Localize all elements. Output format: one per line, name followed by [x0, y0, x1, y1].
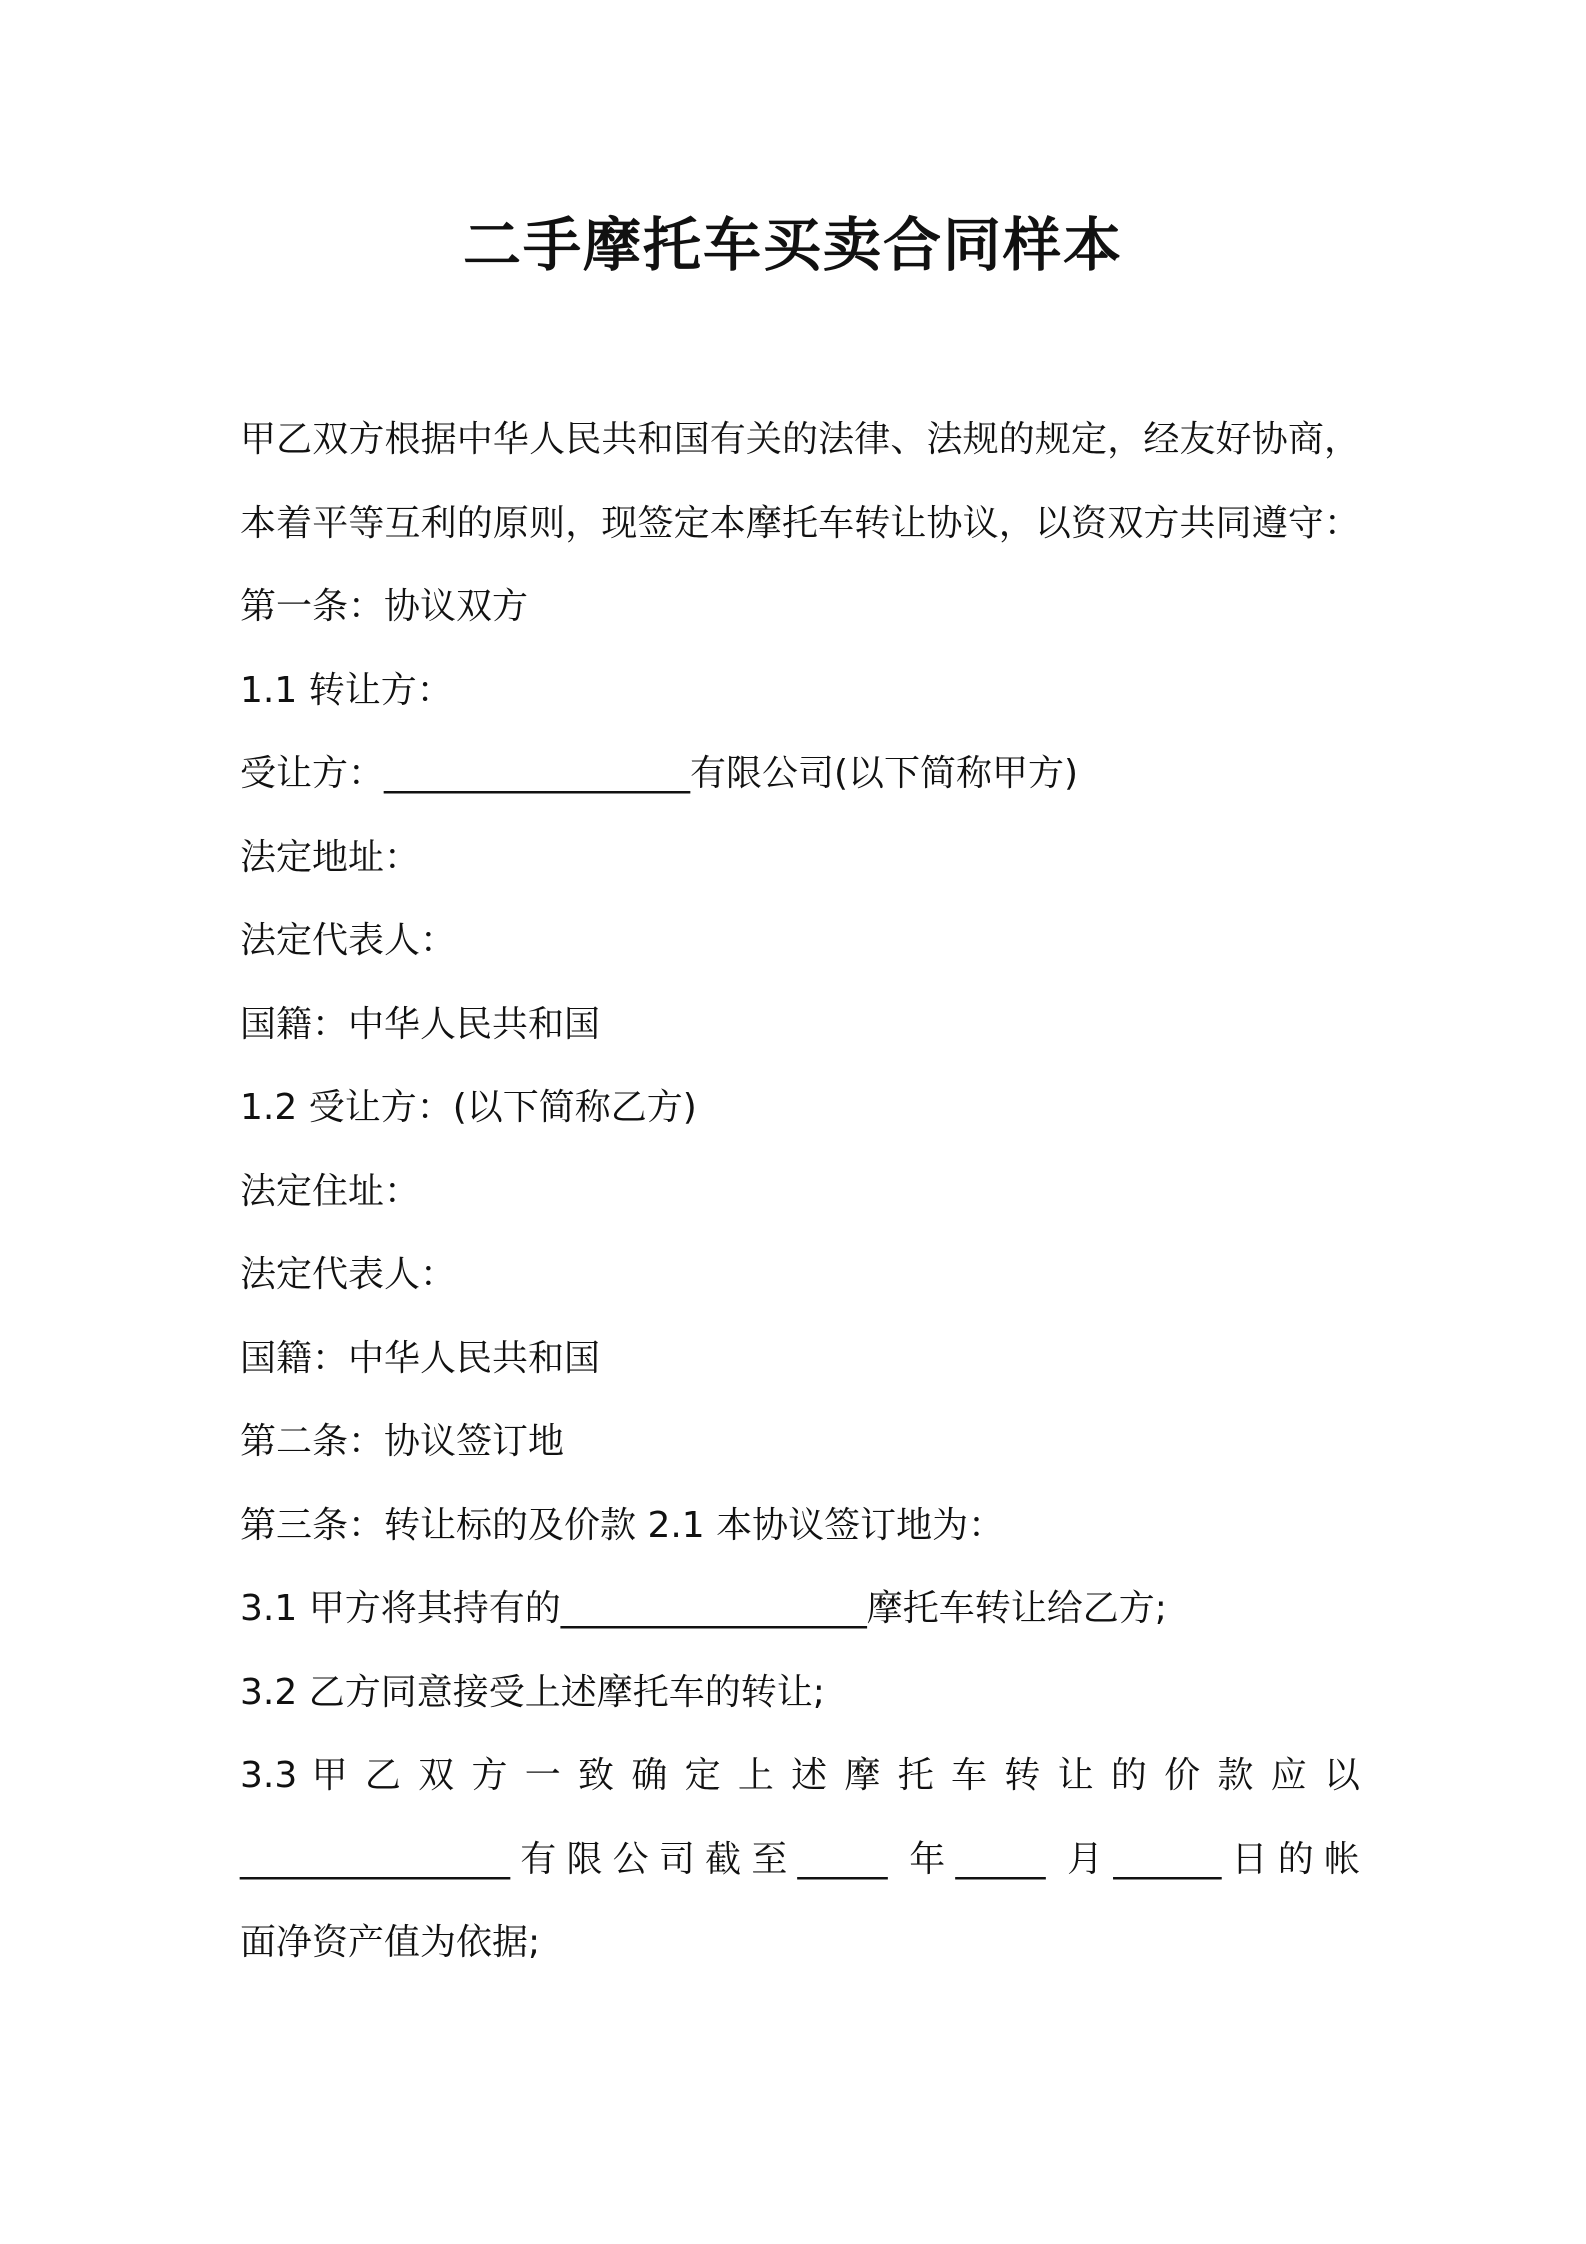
field-label: 国籍：中华人民共和国: [240, 1003, 601, 1045]
clause-line: 面净资产值为依据;: [240, 1922, 541, 1963]
clause-line: 受让方：_________________有限公司(以下简称甲方): [240, 753, 1079, 794]
field-label: 法定代表人：: [240, 1254, 457, 1295]
clause-line: 3.3 甲 乙 双 方 一 致 确 定 上 述 摩 托 车 转 让 的 价 款 应 以: [240, 1755, 1360, 1796]
paragraph-line: 甲乙双方根据中华人民共和国有关的法律、法规的规定，经友好协商，: [240, 419, 1360, 460]
clause-line: 3.2 乙方同意接受上述摩托车的转让;: [240, 1671, 825, 1713]
clause-line: 3.1 甲方将其持有的_________________摩托车转让给乙方;: [240, 1588, 1167, 1629]
document-body: [240, 398, 1360, 1985]
field-label: 法定地址：: [240, 836, 421, 878]
article-heading: 第二条：协议签订地: [240, 1421, 565, 1462]
article-heading: 第三条：转让标的及价款 2.1 本协议签订地为：: [240, 1504, 1005, 1546]
field-label: 国籍：中华人民共和国: [240, 1337, 601, 1379]
field-label: 法定住址：: [240, 1170, 421, 1212]
article-heading: 第一条：协议双方: [240, 586, 529, 627]
field-label: 法定代表人：: [240, 920, 457, 961]
clause-line: 1.2 受让方：(以下简称乙方): [240, 1087, 697, 1128]
document-title: 二手摩托车买卖合同样本: [462, 211, 1123, 279]
paragraph-line: 本着平等互利的原则，现签定本摩托车转让协议，以资双方共同遵守：: [240, 502, 1360, 544]
clause-line: _______________有限公司截至_____ 年_____ 月______日的帐: [240, 1838, 1360, 1880]
clause-line: 1.1 转让方：: [240, 669, 453, 711]
